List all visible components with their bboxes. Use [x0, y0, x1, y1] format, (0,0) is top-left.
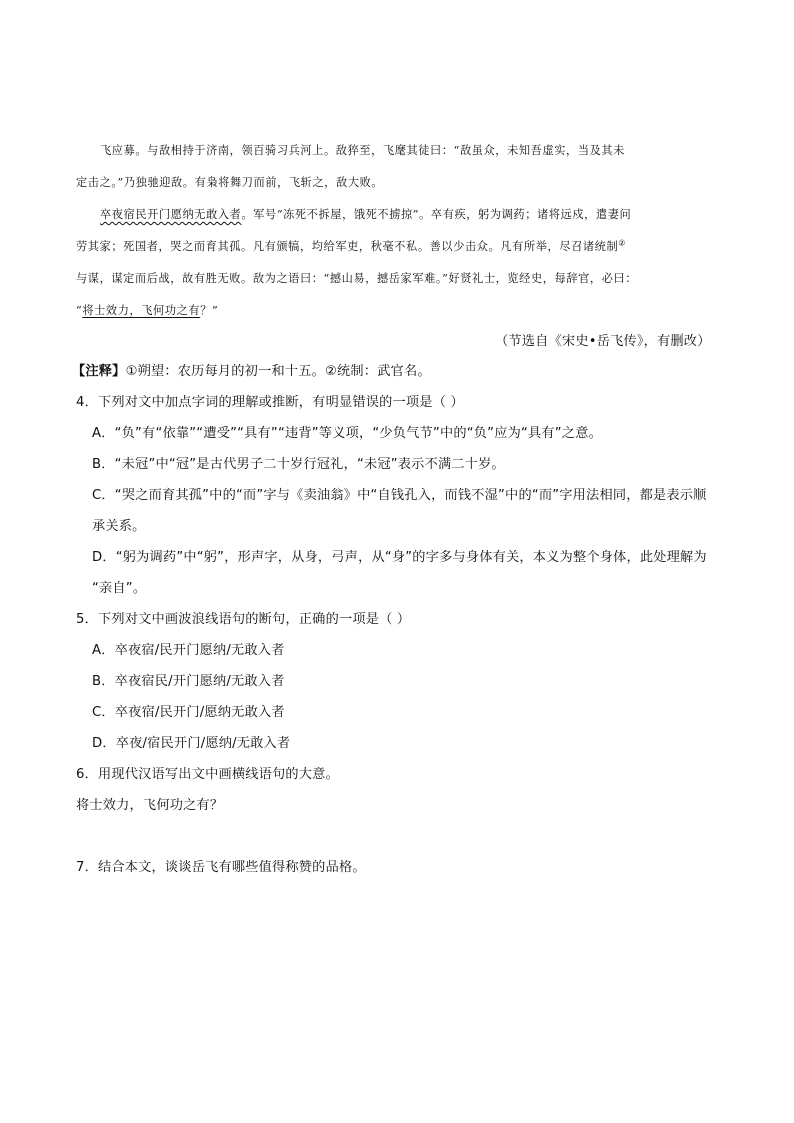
- question-6-sentence: 将士效力，飞何功之有？: [76, 798, 224, 813]
- question-4-option-a: A．“负”有“依靠”“遭受”“具有”“违背”等义项，“少负气节”中的“负”应为“具有”之意。: [92, 426, 602, 441]
- question-4-option-c-line1: C．“哭之而育其孤”中的“而”字与《卖油翁》中“自钱孔入，而钱不湿”中的“而”字用法相同，都是表示顺: [92, 488, 707, 503]
- question-6-stem: 6．用现代汉语写出文中画横线语句的大意。: [76, 767, 339, 782]
- question-5-option-a: A．卒夜宿/民开门愿纳/无敢入者: [92, 643, 285, 658]
- question-4-option-b: B．“未冠”中“冠”是古代男子二十岁行冠礼，“未冠”表示不满二十岁。: [92, 457, 505, 472]
- question-4-option-c-line2: 承关系。: [92, 519, 146, 534]
- question-7-stem: 7．结合本文，谈谈岳飞有哪些值得称赞的品格。: [76, 860, 366, 875]
- passage-para1-line1: 飞应募。与敌相持于济南，领百骑习兵河上。敌猝至，飞麾其徒曰：“敌虽众，未知吾虚实，当及其未: [100, 144, 625, 157]
- passage-para2-line4: [76, 302, 218, 318]
- wavy-underlined-sentence: 卒夜宿民开门愿纳无敢入者: [100, 208, 242, 221]
- passage-para2-line1: [100, 206, 631, 222]
- passage-para2-line2: [76, 238, 626, 254]
- source-citation: （节选自《宋史•岳飞传》，有删改）: [495, 334, 711, 349]
- question-5-stem: 5．下列对文中画波浪线语句的断句，正确的一项是（ ）: [76, 612, 411, 627]
- underlined-sentence: 将士效力，飞何功之有: [82, 304, 201, 317]
- notes-text: ①朔望：农历每月的初一和十五。②统制：武官名。: [125, 364, 431, 379]
- notes-label: 【注释】: [72, 364, 126, 379]
- question-4-option-d-line1: D．“躬为调药”中“躬”，形声字，从身，弓声，从“身”的字多与身体有关，本义为整个身体，此处理解为: [92, 550, 707, 565]
- question-5-option-b: B．卒夜宿民/开门愿纳/无敢入者: [92, 674, 285, 689]
- close-quote: ？”: [200, 304, 219, 317]
- notes: [72, 360, 431, 379]
- question-4-option-d-line2: “亲自”。: [92, 581, 147, 596]
- passage-para2-line1-rest: 。军号“冻死不拆屋，饿死不掳掠”。卒有疾，躬为调药；诸将远戍，遣妻问: [241, 208, 632, 221]
- passage-para2-line2-text: 劳其家；死国者，哭之而育其孤。凡有颁犒，均给军吏，秋毫不私。善以少击众。凡有所举，尽召诸统制: [76, 240, 619, 253]
- open-quote: “: [76, 304, 83, 317]
- question-4-stem: 4．下列对文中加点字词的理解或推断，有明显错误的一项是（ ）: [76, 395, 464, 410]
- passage-para2-line3: 与谋，谋定而后战，故有胜无败。敌为之语曰：“撼山易，撼岳家军难。”好贤礼士，览经史，每辞官，必曰：: [76, 272, 638, 285]
- footnote-marker: ②: [618, 238, 627, 248]
- question-5-option-c: C．卒夜宿/民开门/愿纳无敢入者: [92, 705, 285, 720]
- passage-para1-line2: 定击之。”乃独驰迎敌。有枭将舞刀而前，飞斩之，敌大败。: [76, 176, 384, 189]
- question-5-option-d: D．卒夜/宿民开门/愿纳/无敢入者: [92, 736, 291, 751]
